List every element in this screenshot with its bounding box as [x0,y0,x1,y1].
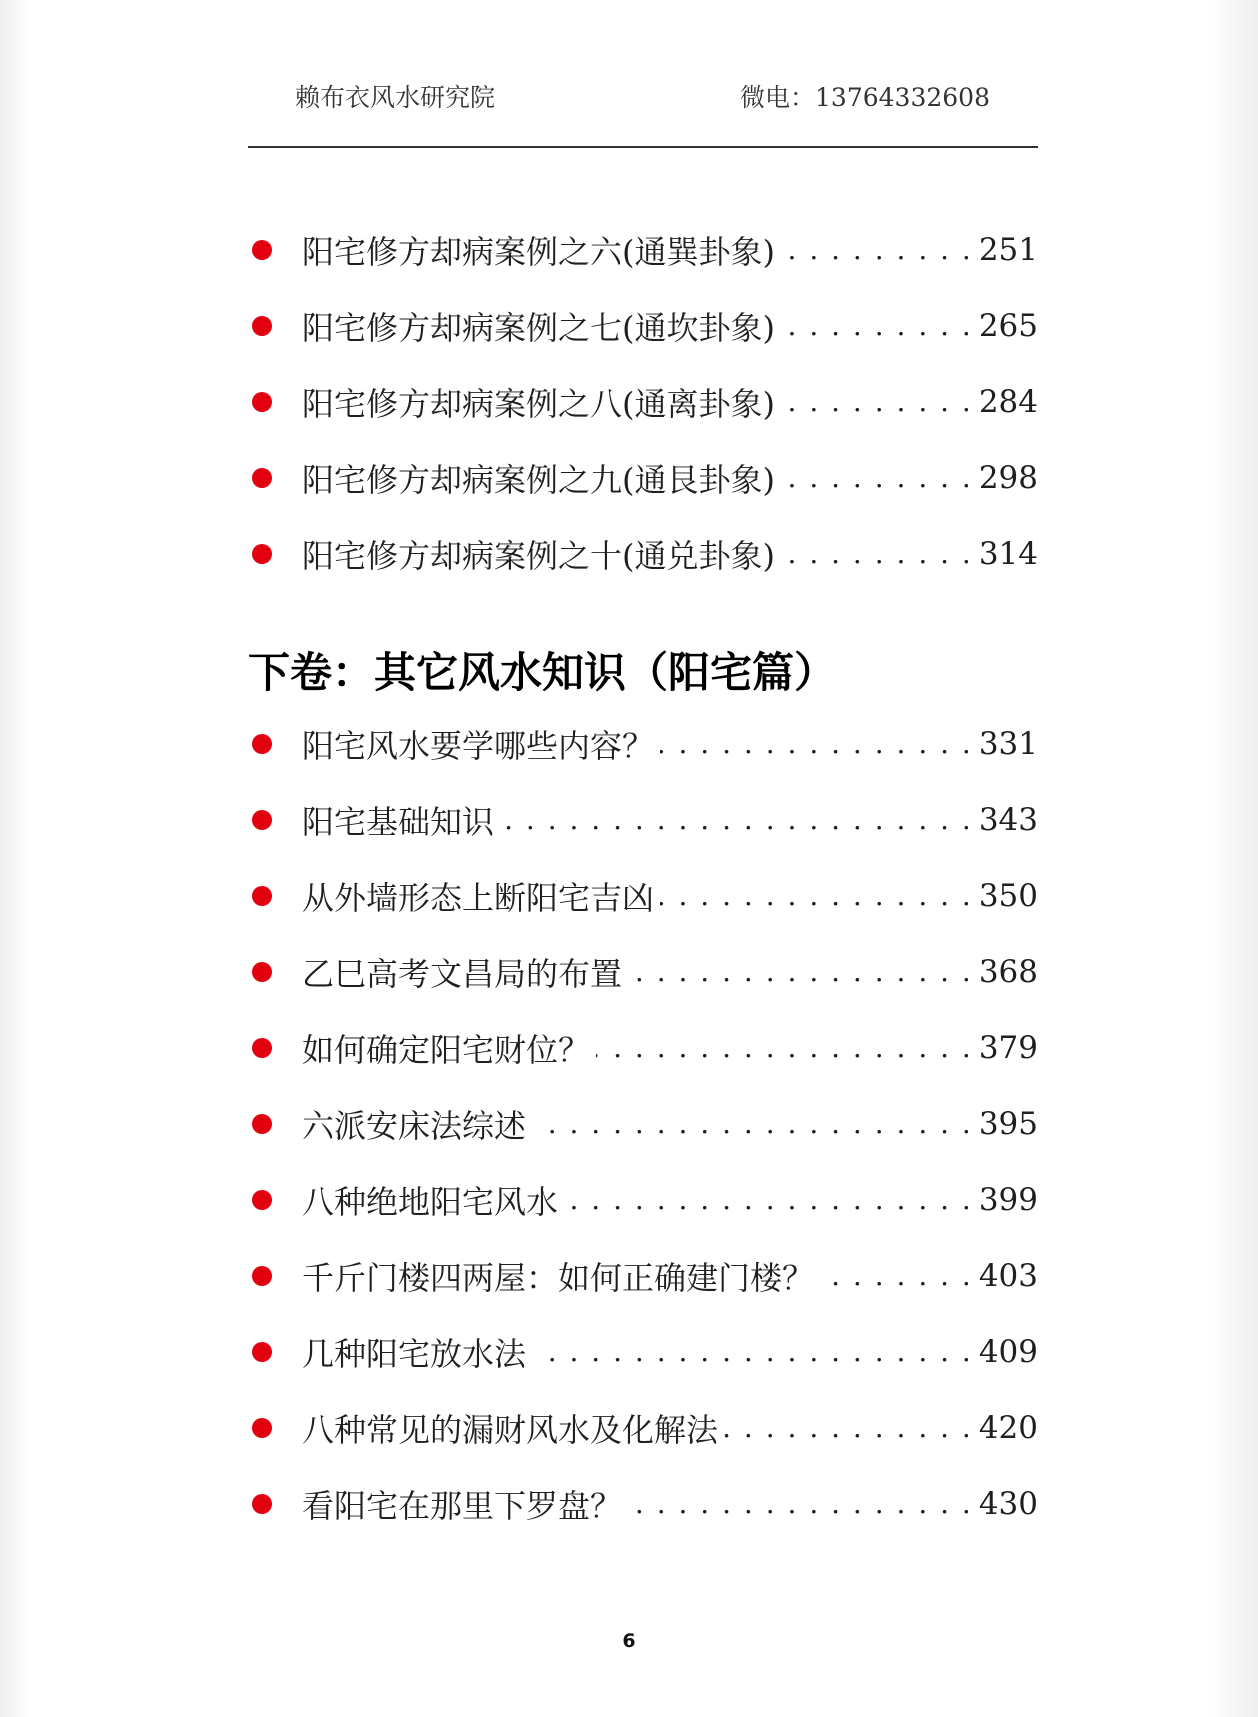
toc-entry [248,1390,1038,1466]
toc-entry-page: 265 [978,308,1038,344]
bullet-dot-icon [252,1342,272,1362]
bullet-dot-icon [252,962,272,982]
toc-entry [248,1238,1038,1314]
toc-entry [248,516,1038,592]
bullet-dot-icon [252,240,272,260]
toc-entry [248,1162,1038,1238]
bullet-dot-icon [252,1038,272,1058]
page-number: 6 [622,1630,636,1652]
dot-leader [596,1032,973,1064]
toc-entry-page: 395 [978,1106,1038,1142]
dot-leader [781,538,973,570]
header-publisher: 赖布衣风水研究院 [295,83,496,112]
toc-entry [248,858,1038,934]
toc-entry-title: 千斤门楼四两屋：如何正确建门楼？ [302,1259,815,1297]
toc-entry-page: 420 [978,1410,1038,1446]
header-divider [248,146,1038,148]
toc-entry [248,440,1038,516]
toc-entry-title: 从外墙形态上断阳宅吉凶 [302,879,655,917]
toc-entry-page: 403 [978,1258,1038,1294]
bullet-dot-icon [252,810,272,830]
toc-entry-title: 阳宅基础知识 [302,803,495,841]
toc-entry [248,212,1038,288]
toc-entry-title: 如何确定阳宅财位？ [302,1031,591,1069]
dot-leader [781,310,973,342]
toc-entry-title: 阳宅修方却病案例之十(通兑卦象) [302,537,775,575]
dot-leader [781,462,973,494]
bullet-dot-icon [252,1190,272,1210]
toc-entry-page: 379 [978,1030,1038,1066]
bullet-dot-icon [252,316,272,336]
toc-entry-page: 409 [978,1334,1038,1370]
bullet-dot-icon [252,392,272,412]
dot-leader [628,956,973,988]
toc-entry-title: 阳宅修方却病案例之七(通坎卦象) [302,309,775,347]
toc-entry-page: 331 [978,726,1038,762]
toc-entry-page: 298 [978,460,1038,496]
dot-leader [820,1260,973,1292]
toc-entry-title: 乙巳高考文昌局的布置 [302,955,623,993]
bullet-dot-icon [252,1418,272,1438]
bullet-dot-icon [252,886,272,906]
toc-list-top [248,212,1038,592]
toc-entry-page: 314 [978,536,1038,572]
dot-leader [660,880,973,912]
toc-entry-page: 284 [978,384,1038,420]
dot-leader [628,1488,973,1520]
dot-leader [532,1336,973,1368]
bullet-dot-icon [252,544,272,564]
toc-entry-title: 看阳宅在那里下罗盘？ [302,1487,623,1525]
toc-entry-title: 阳宅修方却病案例之八(通离卦象) [302,385,775,423]
bullet-dot-icon [252,1266,272,1286]
toc-entry [248,706,1038,782]
toc-entry [248,1010,1038,1086]
toc-entry-page: 251 [978,232,1038,268]
toc-entry-page: 343 [978,802,1038,838]
toc-entry-title: 阳宅风水要学哪些内容？ [302,727,655,765]
toc-entry-page: 350 [978,878,1038,914]
bullet-dot-icon [252,1494,272,1514]
toc-entry-title: 阳宅修方却病案例之六(通巽卦象) [302,233,775,271]
toc-entry-title: 八种常见的漏财风水及化解法 [302,1411,719,1449]
dot-leader [781,234,973,266]
dot-leader [660,728,973,760]
toc-entry-page: 399 [978,1182,1038,1218]
header-contact: 微电：13764332608 [740,83,990,112]
toc-list-bottom [248,706,1038,1542]
page-header [295,78,990,118]
toc-entry [248,782,1038,858]
toc-entry-title: 阳宅修方却病案例之九(通艮卦象) [302,461,775,499]
toc-entry-page: 368 [978,954,1038,990]
toc-entry [248,288,1038,364]
dot-leader [781,386,973,418]
dot-leader [724,1412,973,1444]
toc-entry [248,1314,1038,1390]
section-heading: 下卷：其它风水知识（阳宅篇） [248,648,837,697]
toc-entry-title: 几种阳宅放水法 [302,1335,527,1373]
toc-entry-page: 430 [978,1486,1038,1522]
toc-entry [248,364,1038,440]
toc-entry-title: 八种绝地阳宅风水 [302,1183,559,1221]
toc-entry-title: 六派安床法综述 [302,1107,527,1145]
bullet-dot-icon [252,734,272,754]
toc-entry [248,934,1038,1010]
toc-entry [248,1086,1038,1162]
dot-leader [564,1184,973,1216]
bullet-dot-icon [252,1114,272,1134]
dot-leader [500,804,973,836]
dot-leader [532,1108,973,1140]
bullet-dot-icon [252,468,272,488]
toc-entry [248,1466,1038,1542]
